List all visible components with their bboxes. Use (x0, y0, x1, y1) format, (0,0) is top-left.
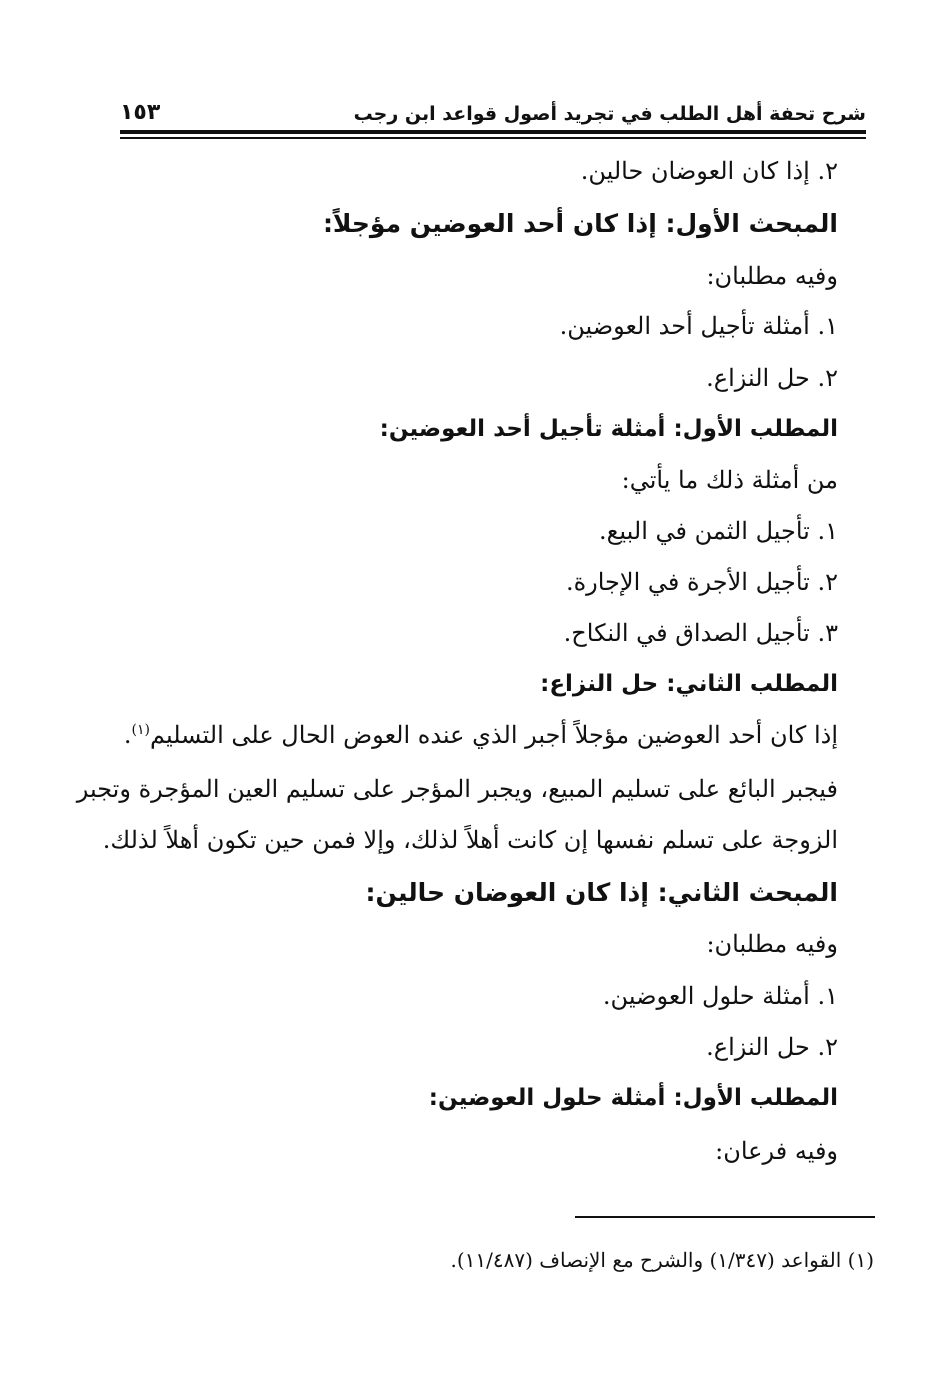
list-item: ٢. حل النزاع. (706, 364, 838, 392)
subsection-heading: المطلب الأول: أمثلة حلول العوضين: (428, 1085, 838, 1111)
paragraph-line: فيجبر البائع على تسليم المبيع، ويجبر المؤجر على تسليم العين المؤجرة وتجبر (76, 775, 838, 803)
page-number: ١٥٣ (120, 100, 161, 125)
footnote-reference[interactable]: (١) (131, 722, 150, 738)
footnote-separator (575, 1216, 875, 1218)
header-rule (120, 130, 866, 134)
paragraph (110, 721, 838, 750)
page-header (120, 85, 866, 125)
paragraph-line: الزوجة على تسلم نفسها إن كانت أهلاً لذلك، وإلا فمن حين تكون أهلاً لذلك. (102, 826, 838, 854)
paragraph: وفيه مطلبان: (706, 930, 838, 958)
section-heading: المبحث الثاني: إذا كان العوضان حالين: (365, 878, 838, 907)
paragraph: من أمثلة ذلك ما يأتي: (621, 466, 838, 494)
footnote: (١) القواعد (١/٣٤٧) والشرح مع الإنصاف (١١/٤٨٧). (450, 1248, 874, 1272)
list-item: ٣. تأجيل الصداق في النكاح. (563, 619, 838, 647)
paragraph-end: . (123, 721, 132, 749)
list-item: ١. أمثلة حلول العوضين. (602, 982, 838, 1010)
paragraph: وفيه مطلبان: (706, 262, 838, 290)
list-item: ٢. حل النزاع. (706, 1033, 838, 1061)
list-item: ١. تأجيل الثمن في البيع. (599, 517, 838, 545)
section-heading: المبحث الأول: إذا كان أحد العوضين مؤجلاً: (322, 209, 838, 238)
running-title: شرح تحفة أهل الطلب في تجريد أصول قواعد ابن رجب (353, 103, 866, 125)
header-rule-thin (120, 137, 866, 139)
subsection-heading: المطلب الأول: أمثلة تأجيل أحد العوضين: (379, 416, 838, 442)
subsection-heading: المطلب الثاني: حل النزاع: (540, 671, 838, 697)
list-item: ٢. تأجيل الأجرة في الإجارة. (565, 568, 838, 596)
list-item: ٢. إذا كان العوضان حالين. (580, 157, 838, 185)
paragraph: وفيه فرعان: (715, 1137, 838, 1165)
paragraph-text: إذا كان أحد العوضين مؤجلاً أجبر الذي عنده العوض الحال على التسليم (149, 721, 838, 749)
list-item: ١. أمثلة تأجيل أحد العوضين. (559, 312, 838, 340)
